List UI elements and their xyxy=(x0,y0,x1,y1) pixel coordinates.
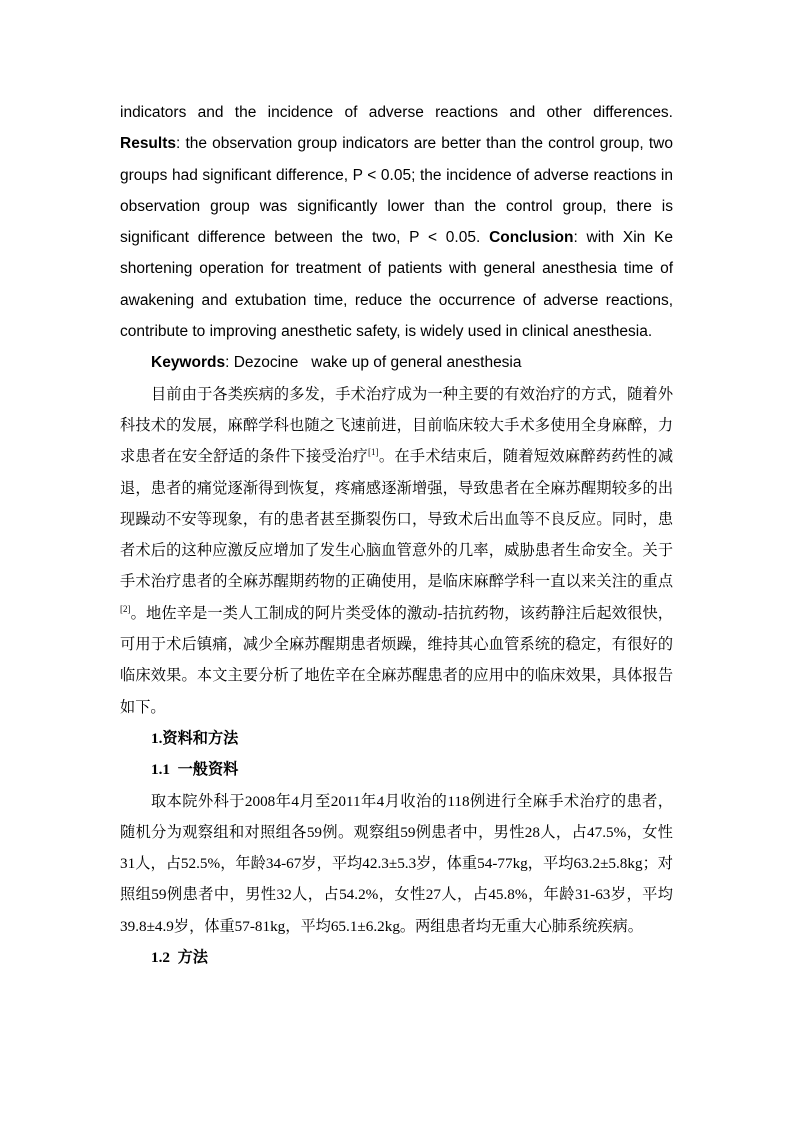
section-heading-1-2 xyxy=(120,942,673,973)
intro-part-2: 。在手术结束后，随着短效麻醉药药性的减退，患者的痛觉逐渐得到恢复，疼痛感逐渐增强，导致患者在全麻苏醒期较多的出现躁动不安等现象，有的患者甚至撕裂伤口，导致术后出血等不良反应。同时，患者术后的这种应激反应增加了发生心脑血管意外的几率，威胁患者生命安全。关于手术治疗患者的全麻苏醒期药物的正确使用，是临床麻醉学科一直以来关注的重点 xyxy=(120,448,673,591)
abstract-english xyxy=(120,97,673,128)
results-label: Results xyxy=(120,135,176,153)
intro-paragraph xyxy=(120,379,673,723)
keywords-text: : Dezocine wake up of general anesthesia xyxy=(225,354,522,372)
conclusion-label: Conclusion xyxy=(489,229,574,247)
section-title: 一般资料 xyxy=(177,761,239,779)
section-heading-1-1 xyxy=(120,754,673,785)
section-number: 1.2 xyxy=(151,949,170,967)
abstract-english-body xyxy=(120,128,673,347)
keywords-label: Keywords xyxy=(151,354,226,372)
citation-1: [1] xyxy=(368,447,379,458)
intro-part-3: 。地佐辛是一类人工制成的阿片类受体的激动-拮抗药物，该药静注后起效很快，可用于术后镇痛，减少全麻苏醒期患者烦躁，维持其心血管系统的稳定，有很好的临床效果。本文主要分析了地佐辛在全麻苏醒患者的应用中的临床效果，具体报告如下。 xyxy=(120,604,673,716)
paper-page xyxy=(120,97,673,973)
conclusion-text: : with Xin Ke shortening operation for treatment of patients with general anesthesia time of awakening and extubation time, reduce the occurrence of adverse reactions, contribute to improving anesthetic safety, is widely used in clinical anesthesia. xyxy=(120,229,674,341)
citation-2: [2] xyxy=(120,603,131,614)
results-text: : the observation group indicators are better than the control group, two groups had significant difference, P < 0.05; the incidence of adverse reactions in observation group was significantly lower than the control group, there is significant difference between the two, P < 0.05. xyxy=(120,135,673,247)
section-number: 1.1 xyxy=(151,761,170,779)
section-heading-1: 1.资料和方法 xyxy=(151,729,239,747)
keywords-line xyxy=(120,347,673,378)
abstract-line-1: indicators and the incidence of adverse reactions and other differences. xyxy=(120,104,673,121)
intro-part-1: 目前由于各类疾病的多发，手术治疗成为一种主要的有效治疗的方式，随着外科技术的发展，麻醉学科也随之飞速前进，目前临床较大手术多使用全身麻醉，力求患者在安全舒适的条件下接受治疗 xyxy=(120,385,673,466)
general-data-paragraph: 取本院外科于2008年4月至2011年4月收治的118例进行全麻手术治疗的患者，随机分为观察组和对照组各59例。观察组59例患者中，男性28人，占47.5%，女性31人，占52.5%，年龄34-67岁，平均42.3±5.3岁，体重54-77kg，平均63.2±5.8kg；对照组59例患者中，男性32人，占54.2%，女性27人，占45.8%，年龄31-63岁，平均39.8±4.9岁，体重57-81kg，平均65.1±6.2kg。两组患者均无重大心肺系统疾病。 xyxy=(120,792,673,935)
section-title: 方法 xyxy=(177,949,208,967)
